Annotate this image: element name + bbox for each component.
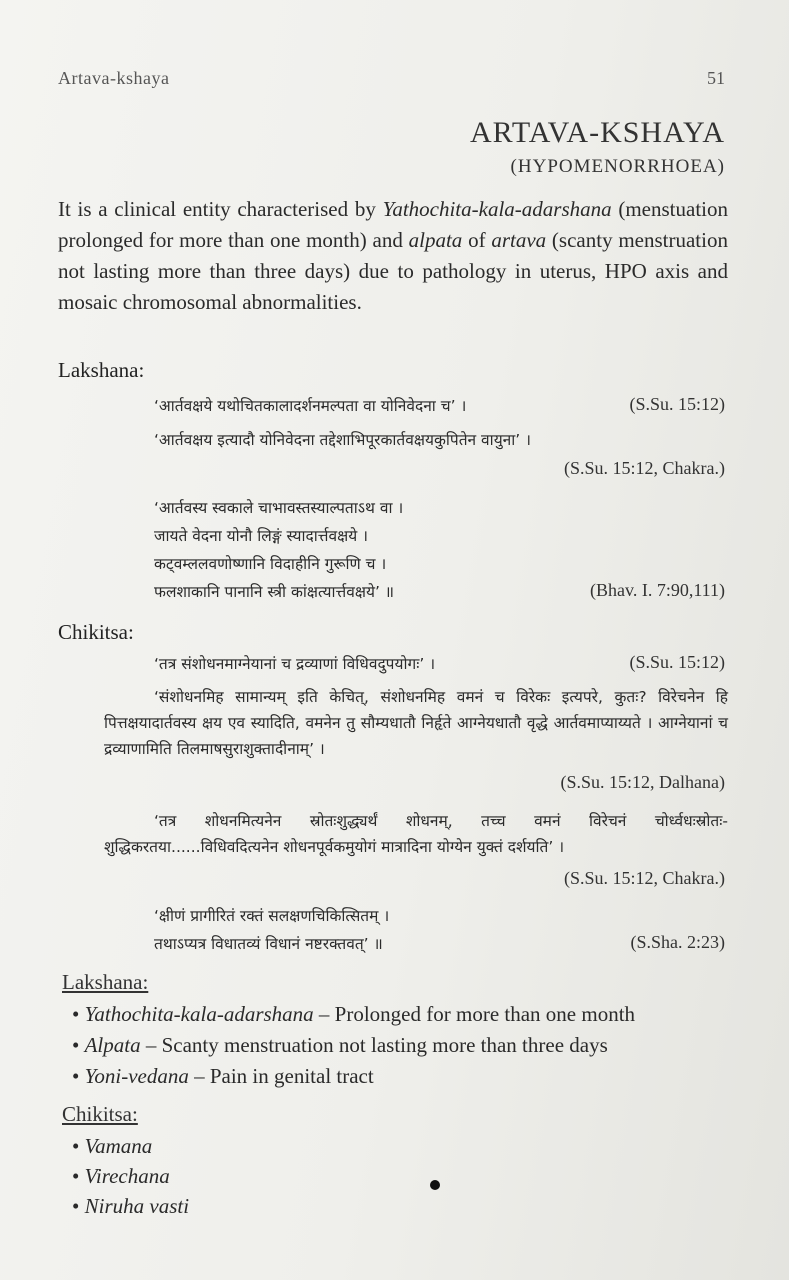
bullet-mark: • [72,1002,80,1026]
bullet-mark: • [72,1064,80,1088]
list-term: Niruha vasti [84,1194,190,1218]
running-head: Artava-kshaya [58,68,170,88]
bullet-mark: • [72,1033,80,1057]
intro-term: Yathochita-kala-adarshana [382,197,612,221]
chapter-title: ARTAVA-KSHAYA [470,116,725,149]
reference: (S.Sha. 2:23) [630,932,725,952]
lakshana-verse-3: फलशाकानि पानानि स्त्री कांक्षत्यार्त्तवक्षये’ ॥ [154,583,395,601]
summary-chikitsa-heading: Chikitsa: [62,1102,138,1126]
intro-text: It is a clinical entity characterised by [58,197,383,221]
lakshana-verse-1: ‘आर्तवक्षये यथोचितकालादर्शनमल्पता वा योनिवेदना च’ । [154,397,467,415]
reference: (S.Su. 15:12) [629,394,725,414]
intro-text: of [462,228,492,252]
chapter-subtitle: (HYPOMENORRHOEA) [510,156,725,177]
chikitsa-heading: Chikitsa: [58,620,134,644]
intro-paragraph [58,194,728,318]
bullet-mark: • [72,1164,80,1188]
list-desc: – Prolonged for more than one month [313,1002,636,1026]
list-desc: – Pain in genital tract [188,1064,374,1088]
list-term: Alpata [84,1033,141,1057]
list-item [72,1064,374,1089]
list-term: Yathochita-kala-adarshana [84,1002,314,1026]
list-item [72,1164,170,1189]
reference: (S.Su. 15:12, Chakra.) [564,868,725,888]
ink-dot [430,1180,440,1190]
list-item [72,1194,189,1219]
summary-lakshana-heading: Lakshana: [62,970,149,994]
list-term: Vamana [84,1134,153,1158]
intro-text: (menstuation prolonged for more than one month) and [58,197,728,252]
lakshana-verse-3: जायते वेदना योनौ लिङ्गं स्यादार्त्तवक्षये । [154,527,368,545]
list-item [72,1134,152,1159]
page-number: 51 [707,68,725,88]
intro-term: artava [491,228,547,252]
chikitsa-commentary-1: ‘संशोधनमिह सामान्यम् इति केचित्, संशोधनमिह वमनं च विरेकः इत्यपरे, कुतः? विरेचनेन हि पित्तक्षयादार्तवस्य क्षय एव स्यादिति, वमनेन तु सौम्यधातौ निर्हृते आग्नेयधातौ वृद्धे आर्तवमाप्याय्यते । आग्नेयानां च द्रव्याणामिति तिलमाषसुराशुक्तादीनाम्’ । [104,688,728,758]
list-item [72,1033,608,1058]
list-term: Virechana [84,1164,170,1188]
reference: (S.Su. 15:12) [629,652,725,672]
chikitsa-verse-2: ‘क्षीणं प्रागीरितं रक्तं सलक्षणचिकित्सितम् । [154,907,390,925]
reference: (S.Su. 15:12, Chakra.) [564,458,725,478]
chikitsa-verse-1: ‘तत्र संशोधनमाग्नेयानां च द्रव्याणां विधिवदुपयोगः’ । [154,655,436,673]
reference: (Bhav. I. 7:90,111) [590,580,725,600]
bullet-mark: • [72,1194,80,1218]
list-desc: – Scanty menstruation not lasting more than three days [140,1033,608,1057]
list-term: Yoni-vedana [84,1064,189,1088]
lakshana-verse-3: कट्वम्ललवणोष्णानि विदाहीनि गुरूणि च । [154,555,387,573]
list-item [72,1002,635,1027]
chikitsa-verse-2: तथाऽप्यत्र विधातव्यं विधानं नष्टरक्तवत्’ ॥ [154,935,383,953]
lakshana-heading: Lakshana: [58,358,145,382]
lakshana-verse-3: ‘आर्तवस्य स्वकाले चाभावस्तस्याल्पताऽथ वा । [154,499,404,517]
bullet-mark: • [72,1134,80,1158]
intro-text: (scanty menstruation not lasting more than three days) due to pathology in uterus, HPO axis and mosaic chromosomal abnormalities. [58,228,728,314]
lakshana-verse-2: ‘आर्तवक्षय इत्यादौ योनिवेदना तद्देशाभिपूरकार्तवक्षयकुपितेन वायुना’ । [154,431,532,449]
reference: (S.Su. 15:12, Dalhana) [560,772,725,792]
intro-term: alpata [408,228,463,252]
chikitsa-commentary-2: ‘तत्र शोधनमित्यनेन स्रोतःशुद्ध्यर्थं शोधनम्, तच्च वमनं विरेचनं चोर्ध्वधःस्रोतः-शुद्धिकरतया......विधिवदित्यनेन शोधनपूर्वकमुयोगं मात्रादिना योग्येन युक्तं दर्शयति’ । [104,812,728,856]
